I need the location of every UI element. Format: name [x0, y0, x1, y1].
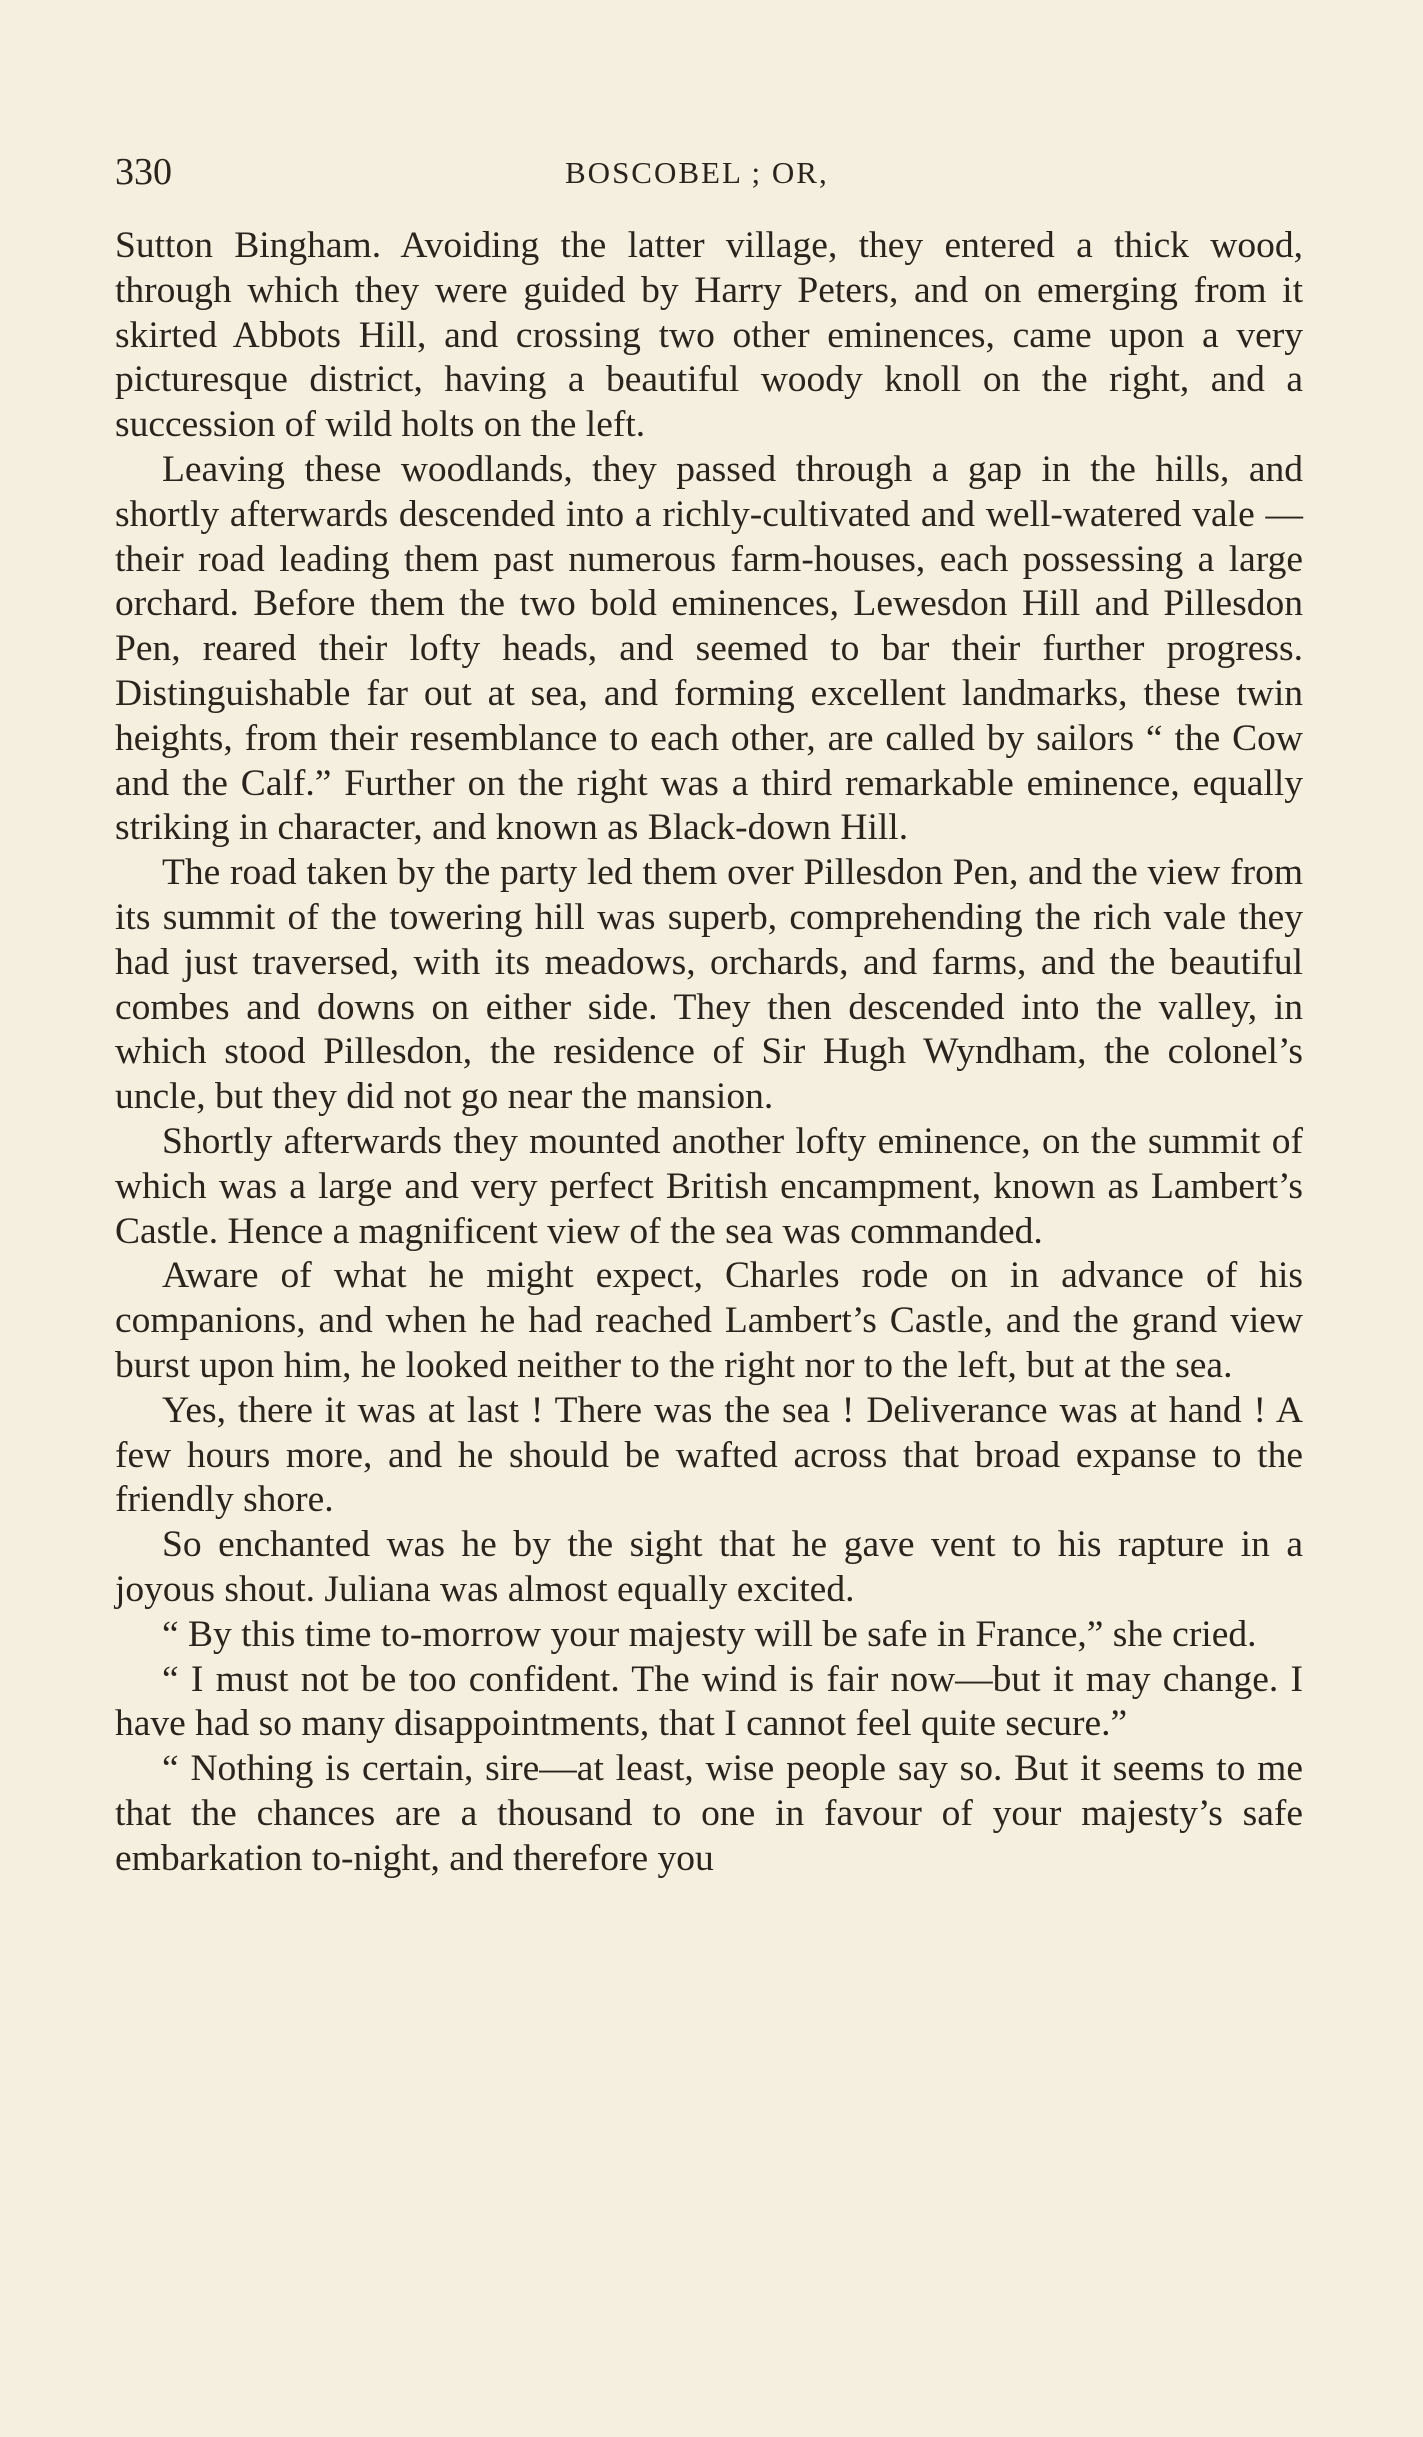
page-number: 330 — [115, 151, 172, 193]
paragraph: “ By this time to-morrow your majesty will be safe in France,” she cried. — [162, 1613, 1257, 1655]
paragraph: The road taken by the party led them over Pillesdon Pen, and the view from its summit of the towering hill was superb, comprehending the rich vale they had just traversed, with its meadows, orchards, and farms, and the beautiful combes and downs on either side. They then descended into the valley, in which stood Pillesdon, the residence of Sir Hugh Wyndham, the colonel’s uncle, but they did not go near the mansion. — [115, 852, 1303, 1118]
paragraph: So enchanted was he by the sight that he gave vent to his rapture in a joyous shout. Juliana was almost equally excited. — [115, 1524, 1303, 1610]
paragraph: Aware of what he might expect, Charles rode on in advance of his companions, and when he had reached Lambert’s Castle, and the grand view burst upon him, he looked neither to the right nor to the left, but at the sea. — [115, 1255, 1303, 1386]
running-title: BOSCOBEL ; OR, — [565, 155, 829, 190]
paragraph: Shortly afterwards they mounted another lofty eminence, on the summit of which was a large and very perfect British encampment, known as Lambert’s Castle. Hence a magnificent view of the sea was commanded. — [115, 1120, 1303, 1252]
body-text — [115, 224, 1303, 1881]
paragraph: Leaving these woodlands, they passed through a gap in the hills, and shortly afterwards descended into a richly-cultivated and well-watered vale — their road leading them past numerous farm-houses, each possessing a large orchard. Before them the two bold eminences, Lewesdon Hill and Pillesdon Pen, reared their lofty heads, and seemed to bar their further progress. Distinguishable far out at sea, and forming excellent landmarks, these twin heights, from their resemblance to each other, are called by sailors “ the Cow and the Calf.” Further on the right was a third remarkable eminence, equally striking in character, and known as Black-down Hill. — [115, 448, 1303, 849]
paragraph: “ I must not be too confident. The wind is fair now—but it may change. I have had so many disappointments, that I cannot feel quite secure.” — [115, 1658, 1303, 1745]
running-head — [110, 150, 1300, 200]
paragraph: Yes, there it was at last ! There was the sea ! Deliverance was at hand ! A few hours more, and he should be wafted across that broad expanse to the friendly shore. — [115, 1389, 1303, 1521]
paragraph: Sutton Bingham. Avoiding the latter village, they entered a thick wood, through which they were guided by Harry Peters, and on emerging from it skirted Abbots Hill, and crossing two other eminences, came upon a very picturesque district, having a beautiful woody knoll on the right, and a succession of wild holts on the left. — [115, 225, 1303, 446]
paragraph: “ Nothing is certain, sire—at least, wise people say so. But it seems to me that the chances are a thousand to one in favour of your majesty’s safe embarkation to-night, and therefore you — [115, 1748, 1303, 1879]
